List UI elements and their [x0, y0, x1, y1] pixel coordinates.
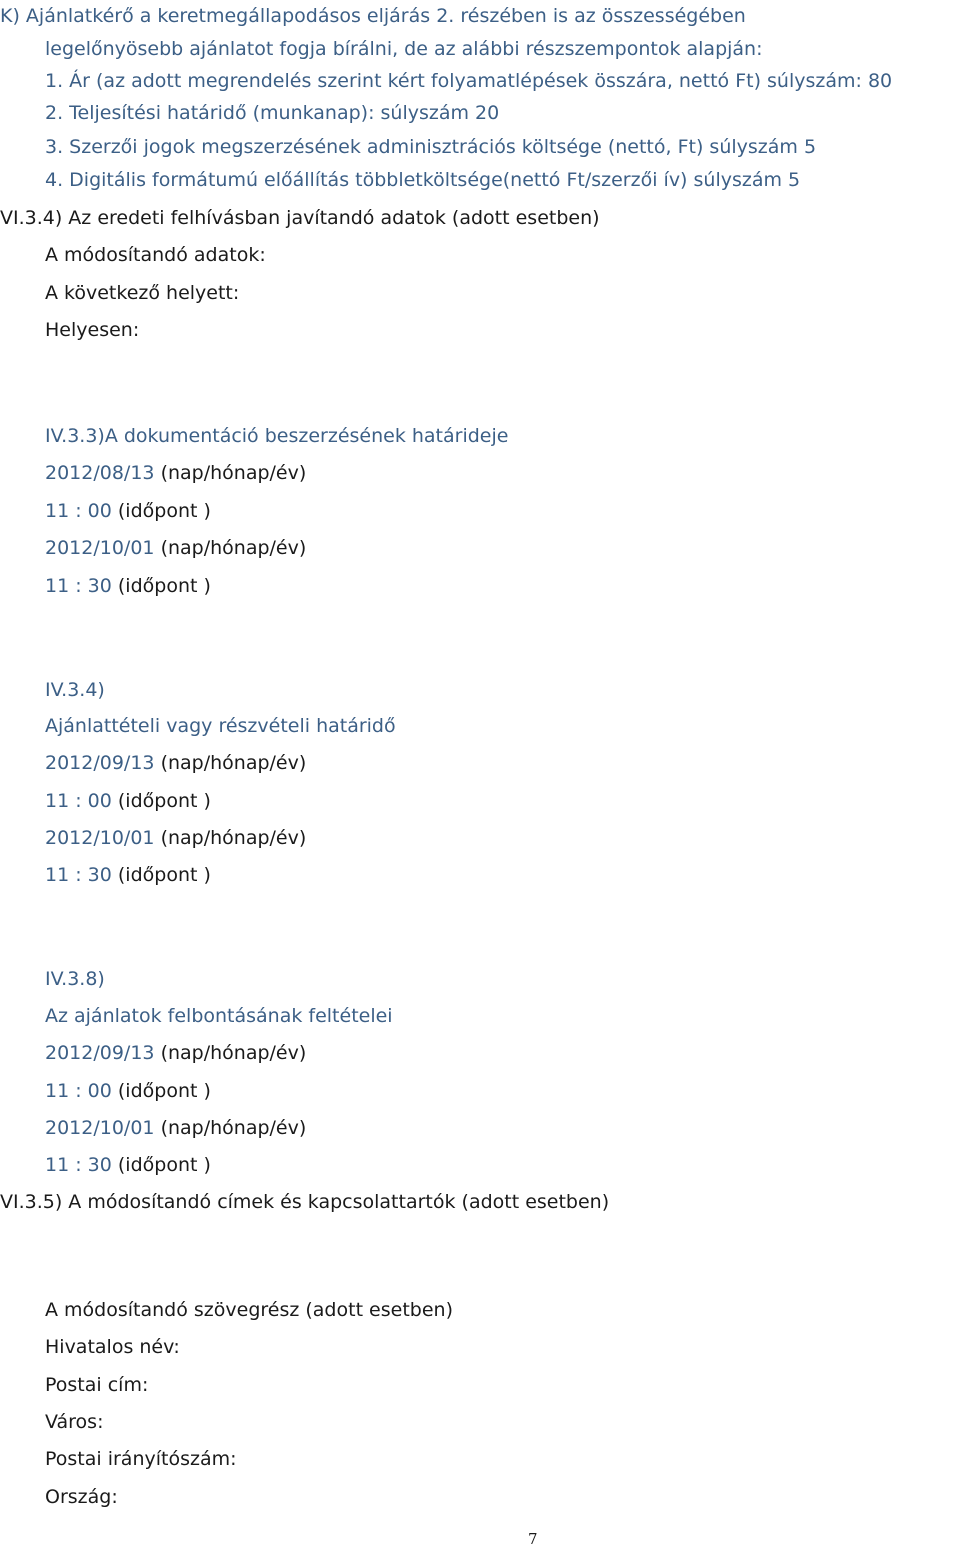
iv38-new-date-unit: (nap/hónap/év) — [160, 1117, 307, 1139]
iv34-old-time-row — [45, 789, 211, 813]
postal-address-label: Postai cím: — [45, 1374, 149, 1396]
iv34-old-date: 2012/09/13 — [45, 752, 155, 774]
official-name-label: Hivatalos név: — [45, 1336, 180, 1358]
criteria-intro-line2: legelőnyösebb ajánlatot fogja bírálni, de az alábbi részszempontok alapján: — [45, 38, 763, 60]
vi34-instead-label: A következő helyett: — [45, 282, 240, 304]
page-number: 7 — [528, 1530, 538, 1548]
iv33-old-time-unit: (időpont ) — [117, 500, 211, 522]
iv38-old-date: 2012/09/13 — [45, 1042, 155, 1064]
iv34-new-time: 11 : 30 — [45, 864, 112, 886]
iv34-old-date-row — [45, 751, 306, 775]
iv33-old-date: 2012/08/13 — [45, 462, 155, 484]
iv34-new-time-row — [45, 863, 211, 887]
iv33-new-date-unit: (nap/hónap/év) — [160, 537, 307, 559]
country-label: Ország: — [45, 1486, 118, 1508]
iv33-old-time: 11 : 00 — [45, 500, 112, 522]
criteria-item-1: 1. Ár (az adott megrendelés szerint kért folyamatlépések összára, nettó Ft) súlyszám: 80 — [45, 70, 893, 92]
iv38-new-time: 11 : 30 — [45, 1154, 112, 1176]
criteria-item-2: 2. Teljesítési határidő (munkanap): súlyszám 20 — [45, 102, 500, 124]
criteria-item-4: 4. Digitális formátumú előállítás többletköltsége(nettó Ft/szerzői ív) súlyszám 5 — [45, 169, 801, 191]
iv38-new-time-unit: (időpont ) — [117, 1154, 211, 1176]
iv38-old-time: 11 : 00 — [45, 1080, 112, 1102]
iv34-new-time-unit: (időpont ) — [117, 864, 211, 886]
iv34-old-time-unit: (időpont ) — [117, 790, 211, 812]
iv33-new-date: 2012/10/01 — [45, 537, 155, 559]
iv34-subheading: Ajánlattételi vagy részvételi határidő — [45, 715, 396, 737]
iv38-new-time-row — [45, 1153, 211, 1177]
iv38-new-date-row — [45, 1116, 306, 1140]
iv34-old-date-unit: (nap/hónap/év) — [160, 752, 307, 774]
vi34-heading: VI.3.4) Az eredeti felhívásban javítandó adatok (adott esetben) — [0, 207, 600, 229]
iv33-old-date-unit: (nap/hónap/év) — [160, 462, 307, 484]
criteria-item-3: 3. Szerzői jogok megszerzésének adminisztrációs költsége (nettó, Ft) súlyszám 5 — [45, 136, 817, 158]
iv34-new-date: 2012/10/01 — [45, 827, 155, 849]
iv33-new-date-row — [45, 536, 306, 560]
iv38-heading: IV.3.8) — [45, 968, 105, 990]
iv34-new-date-row — [45, 826, 306, 850]
text-section-heading: A módosítandó szövegrész (adott esetben) — [45, 1299, 453, 1321]
vi34-modified-label: A módosítandó adatok: — [45, 244, 266, 266]
iv33-new-time-unit: (időpont ) — [117, 575, 211, 597]
city-label: Város: — [45, 1411, 104, 1433]
iv33-new-time: 11 : 30 — [45, 575, 112, 597]
iv34-old-time: 11 : 00 — [45, 790, 112, 812]
iv34-new-date-unit: (nap/hónap/év) — [160, 827, 307, 849]
iv38-old-time-row — [45, 1079, 211, 1103]
iv33-heading: IV.3.3)A dokumentáció beszerzésének határideje — [45, 425, 509, 447]
iv33-old-date-row — [45, 461, 306, 485]
iv38-subheading: Az ajánlatok felbontásának feltételei — [45, 1005, 393, 1027]
iv33-new-time-row — [45, 574, 211, 598]
iv34-heading: IV.3.4) — [45, 679, 105, 701]
iv33-old-time-row — [45, 499, 211, 523]
iv38-old-date-unit: (nap/hónap/év) — [160, 1042, 307, 1064]
vi35-heading: VI.3.5) A módosítandó címek és kapcsolattartók (adott esetben) — [0, 1191, 610, 1213]
vi34-correct-label: Helyesen: — [45, 319, 140, 341]
iv38-new-date: 2012/10/01 — [45, 1117, 155, 1139]
criteria-intro-line1: K) Ajánlatkérő a keretmegállapodásos eljárás 2. részében is az összességében — [0, 5, 746, 27]
iv38-old-time-unit: (időpont ) — [117, 1080, 211, 1102]
iv38-old-date-row — [45, 1041, 306, 1065]
postal-code-label: Postai irányítószám: — [45, 1448, 237, 1470]
